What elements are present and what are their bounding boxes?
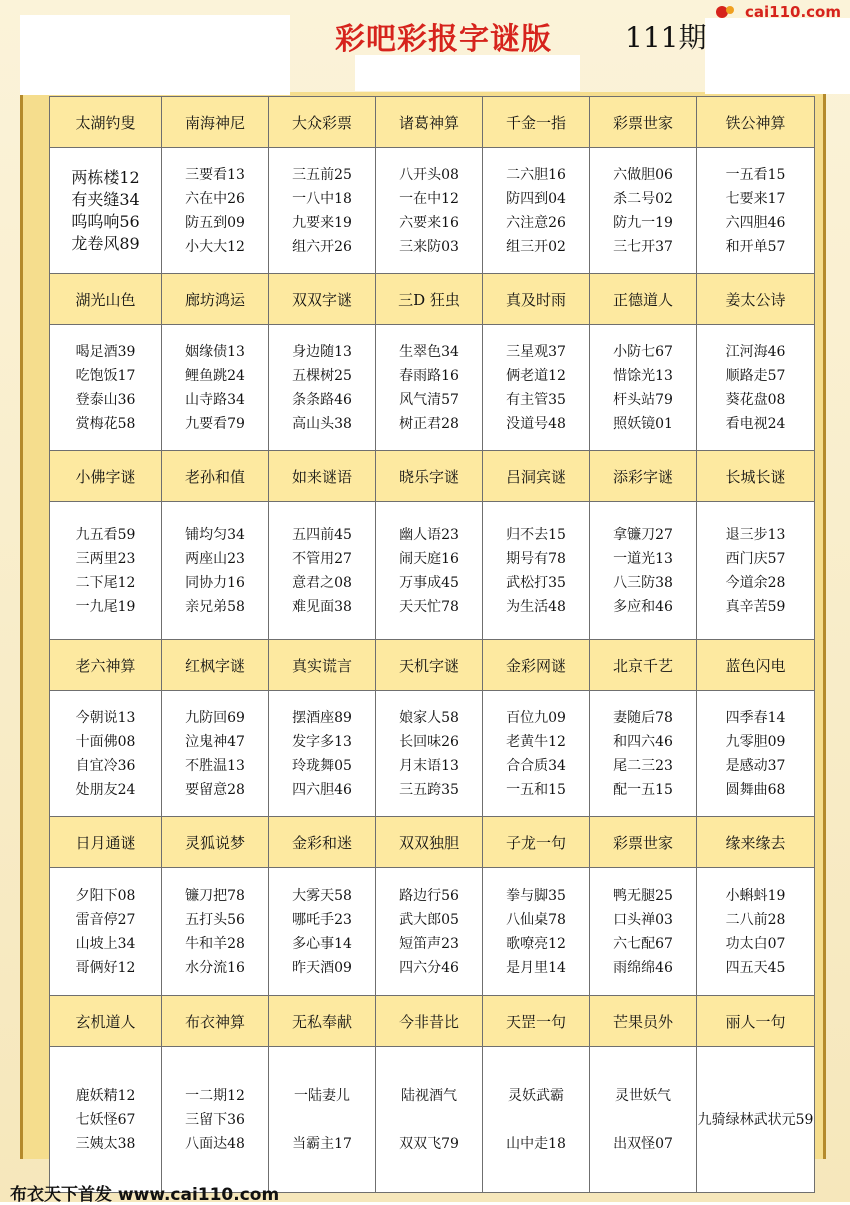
riddle-line: 两栋楼12 bbox=[71, 167, 140, 187]
riddle-line: 是感动37 bbox=[725, 757, 786, 774]
column-author-name: 真实谎言 bbox=[269, 640, 376, 691]
riddle-line: 配一五15 bbox=[613, 781, 673, 798]
riddle-line: 一八中18 bbox=[292, 190, 352, 207]
riddle-line: 八仙桌78 bbox=[506, 911, 566, 928]
column-author-name: 三D 狂虫 bbox=[376, 274, 483, 325]
riddle-line: 为生活48 bbox=[506, 598, 566, 615]
riddle-line: 和开单57 bbox=[725, 238, 786, 255]
riddle-cell bbox=[50, 691, 162, 817]
riddle-line: 三五前25 bbox=[292, 166, 352, 183]
riddle-line: 老黄牛12 bbox=[506, 733, 566, 750]
riddle-line: 拿镰刀27 bbox=[613, 526, 673, 543]
riddle-line: 鹿妖精12 bbox=[75, 1087, 136, 1104]
section-content-row bbox=[50, 1047, 815, 1193]
riddle-line: 四六胆46 bbox=[292, 781, 352, 798]
riddle-line: 防九一19 bbox=[613, 214, 673, 231]
redaction-block-left bbox=[20, 15, 290, 95]
column-author-name: 大众彩票 bbox=[269, 97, 376, 148]
riddle-line: 风气清57 bbox=[399, 391, 459, 408]
riddle-line: 天天忙78 bbox=[399, 598, 459, 615]
riddle-line: 短笛声23 bbox=[399, 935, 459, 952]
riddle-line: 九五看59 bbox=[75, 526, 136, 543]
section-content-row bbox=[50, 868, 815, 996]
column-author-name: 红枫字谜 bbox=[162, 640, 269, 691]
riddle-line: 一道光13 bbox=[613, 550, 673, 567]
riddle-line: 树正君28 bbox=[399, 415, 459, 432]
riddle-line: 一陆妻儿 bbox=[294, 1087, 350, 1104]
riddle-line: 四六分46 bbox=[399, 959, 459, 976]
riddle-line: 五打头56 bbox=[185, 911, 245, 928]
column-author-name: 金彩网谜 bbox=[483, 640, 590, 691]
riddle-cell bbox=[376, 868, 483, 996]
riddle-cell bbox=[50, 325, 162, 451]
riddle-line: 功太白07 bbox=[725, 935, 786, 952]
column-author-name: 老孙和值 bbox=[162, 451, 269, 502]
section-header-row bbox=[50, 996, 815, 1047]
riddle-line: 龙卷风89 bbox=[71, 233, 140, 253]
riddle-cell bbox=[697, 502, 815, 640]
riddle-line: 不胜温13 bbox=[185, 757, 245, 774]
column-author-name: 吕洞宾谜 bbox=[483, 451, 590, 502]
riddle-line: 六四胆46 bbox=[725, 214, 786, 231]
riddle-line: 一五和15 bbox=[506, 781, 566, 798]
riddle-line: 山坡上34 bbox=[75, 935, 136, 952]
section-header-row bbox=[50, 274, 815, 325]
riddle-line: 退三步13 bbox=[725, 526, 786, 543]
section-header-row bbox=[50, 97, 815, 148]
column-author-name: 诸葛神算 bbox=[376, 97, 483, 148]
riddle-line: 万事成45 bbox=[399, 574, 459, 591]
riddle-cell bbox=[697, 868, 815, 996]
riddle-line: 月末语13 bbox=[399, 757, 459, 774]
riddle-line bbox=[269, 1108, 375, 1132]
riddle-line: 没道号48 bbox=[506, 415, 566, 432]
riddle-line: 灵世妖气 bbox=[615, 1087, 671, 1104]
riddle-line: 路边行56 bbox=[399, 887, 459, 904]
riddle-line: 九零胆09 bbox=[725, 733, 786, 750]
riddle-line: 杀二号02 bbox=[613, 190, 673, 207]
column-author-name: 添彩字谜 bbox=[590, 451, 697, 502]
column-author-name: 双双独胆 bbox=[376, 817, 483, 868]
column-author-name: 蓝色闪电 bbox=[697, 640, 815, 691]
riddle-cell bbox=[590, 1047, 697, 1193]
riddle-line: 自宜冷36 bbox=[75, 757, 136, 774]
site-url[interactable]: cai110.com bbox=[745, 3, 841, 21]
section-header-row bbox=[50, 640, 815, 691]
riddle-cell bbox=[376, 148, 483, 274]
riddle-line: 惜馀光13 bbox=[613, 367, 673, 384]
riddle-line: 妻随后78 bbox=[613, 709, 673, 726]
riddle-line: 合合质34 bbox=[506, 757, 566, 774]
riddle-line bbox=[590, 1108, 696, 1132]
column-author-name: 金彩和迷 bbox=[269, 817, 376, 868]
riddle-line: 防五到09 bbox=[185, 214, 245, 231]
riddle-line: 小大大12 bbox=[185, 238, 245, 255]
riddle-line: 登泰山36 bbox=[75, 391, 136, 408]
riddle-line: 三留下36 bbox=[185, 1111, 245, 1128]
riddle-line: 七妖怪67 bbox=[75, 1111, 136, 1128]
riddle-line: 雨绵绵46 bbox=[613, 959, 673, 976]
riddle-line: 不管用27 bbox=[292, 550, 352, 567]
section-header-row bbox=[50, 817, 815, 868]
riddle-line: 歌嘹亮12 bbox=[506, 935, 566, 952]
riddle-line: 多心事14 bbox=[292, 935, 352, 952]
riddle-cell bbox=[376, 325, 483, 451]
section-content-row bbox=[50, 148, 815, 274]
column-author-name: 天罡一句 bbox=[483, 996, 590, 1047]
riddle-line: 防四到04 bbox=[506, 190, 566, 207]
riddle-cell bbox=[483, 868, 590, 996]
riddle-line: 二八前28 bbox=[725, 911, 786, 928]
riddle-line: 看电视24 bbox=[725, 415, 786, 432]
redaction-block-right bbox=[705, 18, 850, 94]
column-author-name: 玄机道人 bbox=[50, 996, 162, 1047]
column-author-name: 双双字谜 bbox=[269, 274, 376, 325]
riddle-line: 俩老道12 bbox=[506, 367, 566, 384]
redaction-block-center bbox=[355, 55, 580, 91]
riddle-line: 鲤鱼跳24 bbox=[185, 367, 245, 384]
riddle-line: 生翠色34 bbox=[399, 343, 459, 360]
riddle-line: 九要看79 bbox=[185, 415, 245, 432]
riddle-line: 和四六46 bbox=[613, 733, 673, 750]
riddle-line: 雷音停27 bbox=[75, 911, 136, 928]
riddle-line: 有夹缝34 bbox=[71, 189, 140, 209]
riddle-cell bbox=[269, 148, 376, 274]
column-author-name: 日月通谜 bbox=[50, 817, 162, 868]
issue-number: 111期 bbox=[625, 21, 707, 54]
section-header-row bbox=[50, 451, 815, 502]
riddle-line: 大雾天58 bbox=[292, 887, 352, 904]
riddle-line: 春雨路16 bbox=[399, 367, 459, 384]
riddle-cell bbox=[697, 691, 815, 817]
riddle-line: 二下尾12 bbox=[75, 574, 136, 591]
riddle-line: 四五天45 bbox=[725, 959, 786, 976]
riddle-line: 昨天酒09 bbox=[292, 959, 352, 976]
column-author-name: 姜太公诗 bbox=[697, 274, 815, 325]
riddle-line: 西门庆57 bbox=[725, 550, 786, 567]
riddle-cell bbox=[697, 148, 815, 274]
riddle-line: 今道余28 bbox=[725, 574, 786, 591]
riddle-line: 九骑绿林武状元59 bbox=[697, 1111, 814, 1128]
column-author-name: 天机字谜 bbox=[376, 640, 483, 691]
riddle-line: 灵妖武霸 bbox=[508, 1087, 564, 1104]
column-author-name: 芒果员外 bbox=[590, 996, 697, 1047]
riddle-cell bbox=[162, 868, 269, 996]
riddle-line: 亲兄弟58 bbox=[185, 598, 245, 615]
riddle-line: 拳与脚35 bbox=[506, 887, 566, 904]
riddle-line: 幽人语23 bbox=[399, 526, 459, 543]
riddle-line: 六要来16 bbox=[399, 214, 459, 231]
riddle-cell bbox=[269, 868, 376, 996]
riddle-line: 泣鬼神47 bbox=[185, 733, 245, 750]
riddle-line: 水分流16 bbox=[185, 959, 245, 976]
riddle-line: 一五看15 bbox=[725, 166, 786, 183]
riddle-line: 杆头站79 bbox=[613, 391, 673, 408]
riddle-line: 六在中26 bbox=[185, 190, 245, 207]
riddle-cell bbox=[50, 148, 162, 274]
riddle-cell bbox=[590, 502, 697, 640]
riddle-line: 赏梅花58 bbox=[75, 415, 136, 432]
column-author-name: 彩票世家 bbox=[590, 817, 697, 868]
riddle-cell bbox=[590, 691, 697, 817]
riddle-line: 八开头08 bbox=[399, 166, 459, 183]
footer-credit: 布衣天下首发 www.cai110.com bbox=[10, 1185, 280, 1205]
riddle-line: 小防七67 bbox=[613, 343, 673, 360]
riddle-cell bbox=[162, 502, 269, 640]
riddle-line: 九防回69 bbox=[185, 709, 245, 726]
riddle-line: 喝足酒39 bbox=[75, 343, 136, 360]
riddle-cell bbox=[376, 691, 483, 817]
riddle-line: 山寺路34 bbox=[185, 391, 245, 408]
riddle-cell bbox=[162, 148, 269, 274]
riddle-line: 发字多13 bbox=[292, 733, 352, 750]
riddle-line: 呜呜响56 bbox=[71, 211, 140, 231]
riddle-cell bbox=[162, 691, 269, 817]
riddle-line: 江河海46 bbox=[725, 343, 786, 360]
riddle-line: 今朝说13 bbox=[75, 709, 136, 726]
riddle-line: 尾二三23 bbox=[613, 757, 673, 774]
riddle-line: 武大郎05 bbox=[399, 911, 459, 928]
column-author-name: 北京千艺 bbox=[590, 640, 697, 691]
column-author-name: 长城长谜 bbox=[697, 451, 815, 502]
riddle-line: 十面佛08 bbox=[75, 733, 136, 750]
riddle-line: 一二期12 bbox=[185, 1087, 245, 1104]
riddle-line: 牛和羊28 bbox=[185, 935, 245, 952]
riddle-line: 一在中12 bbox=[399, 190, 459, 207]
column-author-name: 晓乐字谜 bbox=[376, 451, 483, 502]
riddle-line: 二六胆16 bbox=[506, 166, 566, 183]
riddle-line: 照妖镜01 bbox=[613, 415, 673, 432]
riddle-line: 高山头38 bbox=[292, 415, 352, 432]
riddle-line: 镰刀把78 bbox=[185, 887, 245, 904]
riddle-cell bbox=[697, 1047, 815, 1193]
riddle-line: 一九尾19 bbox=[75, 598, 136, 615]
riddle-line: 六注意26 bbox=[506, 214, 566, 231]
riddle-line: 小蝌蚪19 bbox=[725, 887, 786, 904]
riddle-line: 期号有78 bbox=[506, 550, 566, 567]
riddle-line: 六做胆06 bbox=[613, 166, 673, 183]
riddle-line: 真辛苦59 bbox=[725, 598, 786, 615]
riddle-line bbox=[483, 1108, 589, 1132]
riddle-line: 九要来19 bbox=[292, 214, 352, 231]
riddle-line: 两座山23 bbox=[185, 550, 245, 567]
riddle-line: 三五跨35 bbox=[399, 781, 459, 798]
riddle-line: 武松打35 bbox=[506, 574, 566, 591]
column-author-name: 老六神算 bbox=[50, 640, 162, 691]
riddle-line: 山中走18 bbox=[506, 1135, 566, 1152]
riddle-line: 鸭无腿25 bbox=[613, 887, 673, 904]
riddle-cell bbox=[162, 325, 269, 451]
riddle-line: 五棵树25 bbox=[292, 367, 352, 384]
riddle-line: 有主管35 bbox=[506, 391, 566, 408]
riddle-cell bbox=[269, 325, 376, 451]
riddle-line: 同协力16 bbox=[185, 574, 245, 591]
riddle-cell bbox=[483, 691, 590, 817]
riddle-cell bbox=[50, 868, 162, 996]
page-title: 彩吧彩报字谜版 bbox=[335, 22, 552, 57]
riddle-line: 当霸主17 bbox=[292, 1135, 352, 1152]
riddle-line: 处朋友24 bbox=[75, 781, 136, 798]
riddle-line: 五四前45 bbox=[292, 526, 352, 543]
riddle-line: 难见面38 bbox=[292, 598, 352, 615]
riddle-line: 六七配67 bbox=[613, 935, 673, 952]
riddle-line: 哪吒手23 bbox=[292, 911, 352, 928]
riddle-cell bbox=[50, 502, 162, 640]
riddle-line: 葵花盘08 bbox=[725, 391, 786, 408]
riddle-line: 四季春14 bbox=[725, 709, 786, 726]
riddle-line: 三星观37 bbox=[506, 343, 566, 360]
riddle-cell bbox=[590, 868, 697, 996]
column-author-name: 千金一指 bbox=[483, 97, 590, 148]
site-logo-icon bbox=[713, 2, 739, 22]
riddle-line: 闹天庭16 bbox=[399, 550, 459, 567]
section-content-row bbox=[50, 691, 815, 817]
riddle-line: 是月里14 bbox=[506, 959, 566, 976]
riddle-cell bbox=[50, 1047, 162, 1193]
riddle-line: 三两里23 bbox=[75, 550, 136, 567]
riddle-line: 条条路46 bbox=[292, 391, 352, 408]
riddle-line: 七要来17 bbox=[725, 190, 786, 207]
riddle-line: 八三防38 bbox=[613, 574, 673, 591]
riddle-cell bbox=[376, 502, 483, 640]
riddle-line: 三要看13 bbox=[185, 166, 245, 183]
column-author-name: 小佛字谜 bbox=[50, 451, 162, 502]
riddle-line: 多应和46 bbox=[613, 598, 673, 615]
riddle-line: 八面达48 bbox=[185, 1135, 245, 1152]
riddle-cell bbox=[269, 502, 376, 640]
riddle-line: 铺均匀34 bbox=[185, 526, 245, 543]
column-author-name: 无私奉献 bbox=[269, 996, 376, 1047]
riddle-cell bbox=[483, 1047, 590, 1193]
column-author-name: 铁公神算 bbox=[697, 97, 815, 148]
riddle-line: 要留意28 bbox=[185, 781, 245, 798]
column-author-name: 彩票世家 bbox=[590, 97, 697, 148]
column-author-name: 太湖钓叟 bbox=[50, 97, 162, 148]
riddle-line: 圆舞曲68 bbox=[725, 781, 786, 798]
riddle-line: 出双怪07 bbox=[613, 1135, 673, 1152]
riddle-line: 组六开26 bbox=[292, 238, 352, 255]
section-content-row bbox=[50, 325, 815, 451]
riddle-cell bbox=[483, 502, 590, 640]
riddle-line: 双双飞79 bbox=[399, 1135, 459, 1152]
riddle-line: 顺路走57 bbox=[725, 367, 786, 384]
column-author-name: 子龙一句 bbox=[483, 817, 590, 868]
riddle-line: 吃饱饭17 bbox=[75, 367, 136, 384]
riddle-cell bbox=[697, 325, 815, 451]
riddle-line: 长回味26 bbox=[399, 733, 459, 750]
riddle-line: 意君之08 bbox=[292, 574, 352, 591]
riddle-line: 口头禅03 bbox=[613, 911, 673, 928]
column-author-name: 南海神尼 bbox=[162, 97, 269, 148]
column-author-name: 真及时雨 bbox=[483, 274, 590, 325]
riddle-line: 三姨太38 bbox=[75, 1135, 136, 1152]
riddle-line: 玲珑舞05 bbox=[292, 757, 352, 774]
riddle-cell bbox=[590, 325, 697, 451]
column-author-name: 正德道人 bbox=[590, 274, 697, 325]
riddle-cell bbox=[483, 325, 590, 451]
section-content-row bbox=[50, 502, 815, 640]
column-author-name: 湖光山色 bbox=[50, 274, 162, 325]
riddle-line: 组三开02 bbox=[506, 238, 566, 255]
riddle-line bbox=[376, 1108, 482, 1132]
riddle-cell bbox=[590, 148, 697, 274]
column-author-name: 丽人一句 bbox=[697, 996, 815, 1047]
riddle-line: 姻缘债13 bbox=[185, 343, 245, 360]
riddle-cell bbox=[483, 148, 590, 274]
riddle-line: 陆视酒气 bbox=[401, 1087, 457, 1104]
riddle-line: 夕阳下08 bbox=[75, 887, 136, 904]
riddle-cell bbox=[269, 1047, 376, 1193]
riddle-line: 哥俩好12 bbox=[75, 959, 136, 976]
column-author-name: 今非昔比 bbox=[376, 996, 483, 1047]
column-author-name: 缘来缘去 bbox=[697, 817, 815, 868]
riddle-cell bbox=[162, 1047, 269, 1193]
riddle-line: 娘家人58 bbox=[399, 709, 459, 726]
riddle-cell bbox=[269, 691, 376, 817]
riddle-line: 三七开37 bbox=[613, 238, 673, 255]
riddle-line: 身边随13 bbox=[292, 343, 352, 360]
column-author-name: 布衣神算 bbox=[162, 996, 269, 1047]
riddle-cell bbox=[376, 1047, 483, 1193]
riddle-line: 三来防03 bbox=[399, 238, 459, 255]
riddle-line: 摆酒座89 bbox=[292, 709, 352, 726]
column-author-name: 廊坊鸿运 bbox=[162, 274, 269, 325]
riddle-line: 归不去15 bbox=[506, 526, 566, 543]
column-author-name: 灵狐说梦 bbox=[162, 817, 269, 868]
riddle-table bbox=[49, 96, 815, 1193]
column-author-name: 如来谜语 bbox=[269, 451, 376, 502]
riddle-line: 百位九09 bbox=[506, 709, 566, 726]
